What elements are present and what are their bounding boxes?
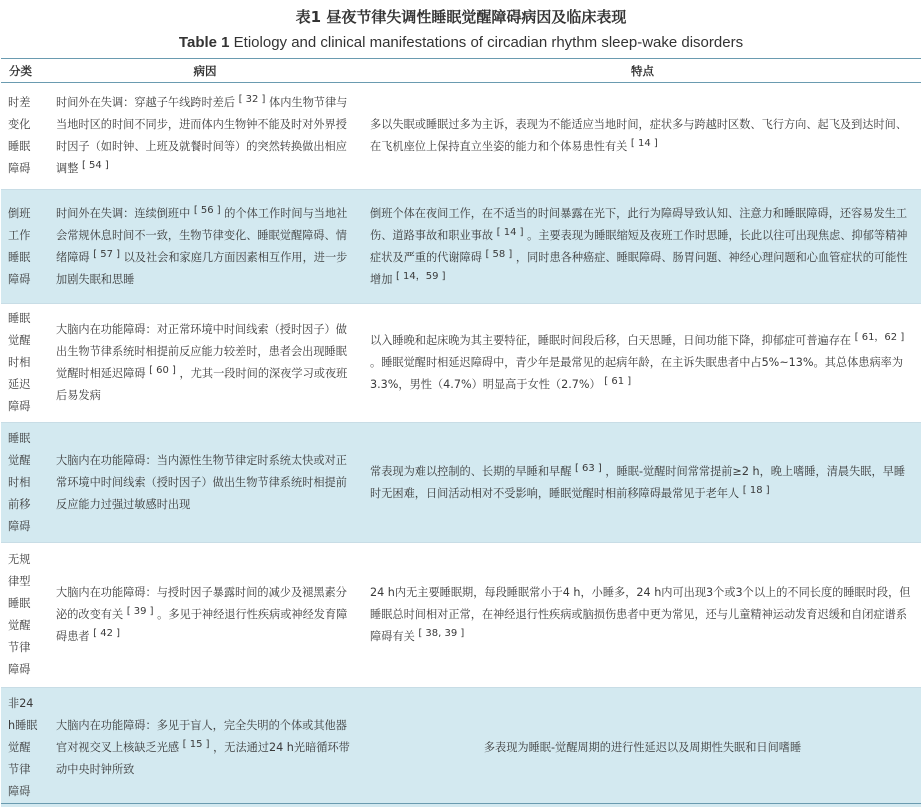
cell-features: 多以失眠或睡眠过多为主诉，表现为不能适应当地时间，症状多与跨越时区数、飞行方向、起飞及到达时间、在飞机座位上保持直立坐姿的能力和个体易患性有关 [ 14 ] [370, 118, 908, 153]
cell-etiology: 大脑内在功能障碍：对正常环境中时间线索（授时因子）做出生物节律系统时相提前反应能力较差时，患者会出现睡眠觉醒时相延迟障碍 [ 60 ] ，尤其一段时间的深夜学习或夜班后易发病 [56, 323, 348, 402]
citation-ref[interactable]: [ 15 ] [182, 738, 210, 750]
citation-ref[interactable]: [ 61 ] [604, 376, 632, 387]
citation-ref[interactable]: [ 63 ] [574, 462, 602, 474]
cell-etiology: 时间外在失调：连续倒班中 [ 56 ] 的个体工作时间与当地社会常规休息时间不一致，生物节律变化、睡眠觉醒障碍、情绪障碍 [ 57 ] 以及社会和家庭几方面因素相互作用，进一步加剧失眠和思睡 [56, 204, 348, 286]
category-label: 无规律型睡眠觉醒节律障碍 [8, 553, 31, 676]
citation-ref[interactable]: [ 14 ] [630, 138, 658, 149]
table-title-en-text: Etiology and clinical manifestations of circadian rhythm sleep-wake disorders [229, 34, 744, 51]
cell-etiology: 大脑内在功能障碍：当内源性生物节律定时系统太快或对正常环境中时间线索（授时因子）做出生物节律系统时相提前反应能力过强过敏感时出现 [56, 453, 347, 511]
table-row [1, 423, 921, 543]
header-category: 分类 [1, 59, 46, 83]
category-label: 非24 h睡眠觉醒节律障碍 [8, 696, 38, 798]
cell-etiology: 大脑内在功能障碍：多见于盲人，完全失明的个体或其他器官对视交叉上核缺乏光感 [ 15 ] ，无法通过24 h光暗循环带动中央时钟所致 [56, 718, 350, 776]
cell-etiology: 时间外在失调：穿越子午线跨时差后 [ 32 ] 体内生物节律与当地时区的时间不同步，进而体内生物钟不能及时对外界授时因子（如时钟、上班及就餐时间等）的突然转换做出相应调整 [ 54 ] [56, 94, 348, 175]
table-label: Table 1 [178, 34, 230, 51]
citation-ref[interactable]: [ 54 ] [81, 160, 109, 171]
category-label: 时差变化睡眠障碍 [8, 96, 31, 175]
table-row [1, 83, 921, 190]
header-features: 特点 [364, 59, 921, 83]
cell-category [1, 190, 46, 304]
citation-ref[interactable]: [ 57 ] [93, 248, 121, 260]
cell-features: 常表现为难以控制的、长期的早睡和早醒 [ 63 ] ，睡眠-觉醒时间常常提前≥2 h，晚上嗜睡，清晨失眠，早睡时无困难，日间活动相对不受影响，睡眠觉醒时相前移障碍最常见于老年人 [ 18 ] [370, 462, 906, 500]
category-label: 睡眠觉醒时相延迟障碍 [8, 312, 31, 413]
table-title-cn: 表1 昼夜节律失调性睡眠觉醒障碍病因及临床表现 [295, 8, 627, 26]
cell-category [1, 83, 46, 190]
citation-ref[interactable]: [ 14，59 ] [395, 270, 446, 282]
category-label: 倒班工作睡眠障碍 [8, 206, 31, 286]
table-bottom-rule [1, 803, 921, 804]
cell-category [1, 304, 46, 423]
cell-features: 多表现为睡眠-觉醒周期的进行性延迟以及周期性失眠和日间嗜睡 [483, 740, 802, 754]
table-title-en [0, 30, 922, 58]
citation-ref[interactable]: [ 56 ] [193, 204, 221, 216]
table-row [1, 304, 921, 423]
cell-features: 24 h内无主要睡眠期，每段睡眠常小于4 h，小睡多，24 h内可出现3个或3个以上的不同长度的睡眠时段，但睡眠总时间相对正常，在神经退行性疾病或脑损伤患者中更为常见，还与儿童精神运动发育迟缓和自闭症谱系障碍有关 [ 38, 39 ] [370, 586, 911, 643]
cell-features: 倒班个体在夜间工作，在不适当的时间暴露在光下，此行为障碍导致认知、注意力和睡眠障碍，还容易发生工伤、道路事故和职业事故 [ 14 ] 。主要表现为睡眠缩短及夜班工作时思睡，长此以往可出现焦虑、抑郁等精神症状及严重的代谢障碍 [ 58 ] ，同时患各种癌症、睡眠障碍、肠胃问题、神经心理问题和心血管症状的可能性增加 [ 14，59 ] [370, 206, 908, 286]
cell-features: 以入睡晚和起床晚为其主要特征，睡眠时间段后移，白天思睡，日间功能下降，抑郁症可普遍存在 [ 61，62 ] 。睡眠觉醒时相延迟障碍中，青少年是最常见的起病年龄，在主诉失眠患者中占5%~13%。其总体患病率为3.3%，男性（4.7%）明显高于女性（2.7%） [ 61 ] [370, 332, 905, 391]
cell-category [1, 423, 46, 543]
citation-ref[interactable]: [ 32 ] [238, 94, 266, 105]
header-etiology: 病因 [46, 59, 364, 83]
table-row [1, 688, 921, 807]
citation-ref[interactable]: [ 42 ] [93, 628, 121, 639]
citation-ref[interactable]: [ 18 ] [742, 484, 770, 496]
cell-category [1, 688, 46, 807]
cell-etiology: 大脑内在功能障碍：与授时因子暴露时间的减少及褪黑素分泌的改变有关 [ 39 ] 。多见于神经退行性疾病或神经发育障碍患者 [ 42 ] [56, 586, 348, 643]
citation-ref[interactable]: [ 14 ] [496, 226, 524, 238]
cell-category [1, 543, 46, 688]
table-header-row [1, 59, 921, 83]
citation-ref[interactable]: [ 39 ] [126, 606, 154, 617]
category-label: 睡眠觉醒时相前移障碍 [8, 431, 31, 533]
citation-ref[interactable]: [ 38, 39 ] [418, 628, 465, 639]
citation-ref[interactable]: [ 58 ] [485, 248, 513, 260]
citation-ref[interactable]: [ 61，62 ] [854, 332, 905, 343]
table-row [1, 543, 921, 688]
citation-ref[interactable]: [ 60 ] [149, 365, 176, 376]
etiology-table [1, 58, 921, 807]
table-row [1, 190, 921, 304]
